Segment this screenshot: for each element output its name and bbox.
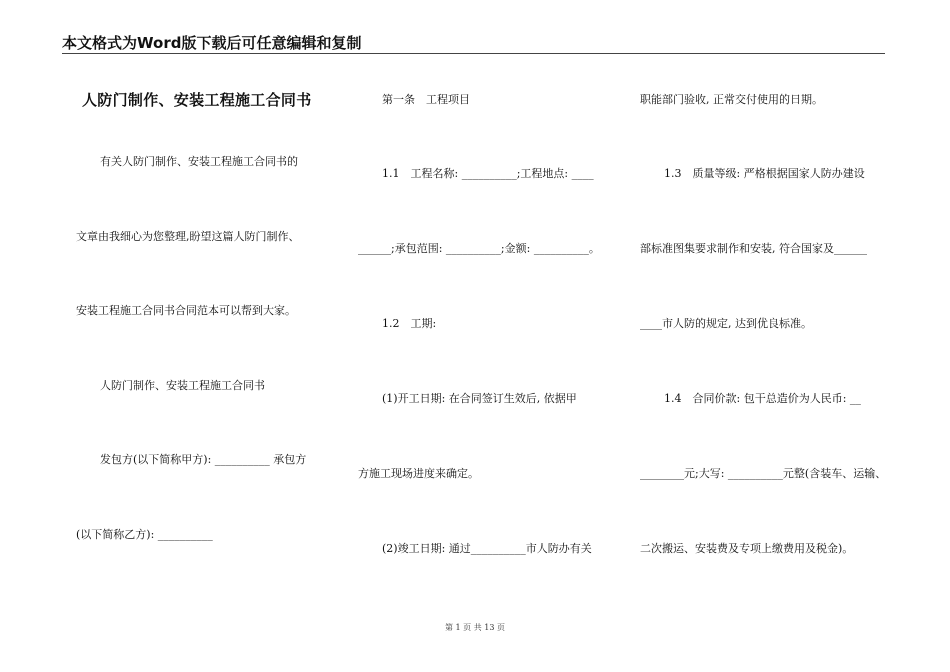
text-line: ______;承包范围: __________;金额: __________。 (358, 242, 600, 255)
document-banner: 本文格式为Word版下载后可任意编辑和复制 (62, 34, 362, 52)
text-line: 方施工现场进度来确定。 (358, 467, 479, 480)
text-line: 发包方(以下简称甲方): __________ 承包方 (100, 453, 307, 466)
text-line: (以下简称乙方): __________ (76, 528, 213, 541)
text-line: 部标准图集要求制作和安装, 符合国家及______ (640, 242, 867, 255)
text-line: (2)竣工日期: 通过__________市人防办有关 (382, 542, 592, 555)
text-line: ____市人防的规定, 达到优良标准。 (640, 317, 812, 330)
text-line: 安装工程施工合同书合同范本可以帮到大家。 (76, 304, 296, 317)
text-line: (1)开工日期: 在合同签订生效后, 依据甲 (382, 392, 577, 405)
document-title: 人防门制作、安装工程施工合同书 (82, 91, 312, 109)
text-line: 人防门制作、安装工程施工合同书 (100, 379, 265, 392)
text-line: 职能部门验收, 正常交付使用的日期。 (640, 93, 823, 106)
text-line: 二次搬运、安装费及专项上缴费用及税金)。 (640, 542, 854, 555)
section-heading: 第一条 工程项目 (382, 93, 470, 106)
text-line: 1.3 质量等级: 严格根据国家人防办建设 (664, 167, 865, 180)
text-line: 文章由我细心为您整理,盼望这篇人防门制作、 (76, 230, 300, 243)
page-number: 第 1 页 共 13 页 (445, 623, 505, 632)
text-line: 有关人防门制作、安装工程施工合同书的 (100, 155, 298, 168)
text-line: 1.4 合同价款: 包干总造价为人民币: __ (664, 392, 861, 405)
header-rule (62, 53, 885, 54)
text-line: ________元;大写: __________元整(含装车、运输、 (640, 467, 887, 480)
text-line: 1.1 工程名称: __________;工程地点: ____ (382, 167, 594, 180)
text-line: 1.2 工期: (382, 317, 437, 330)
